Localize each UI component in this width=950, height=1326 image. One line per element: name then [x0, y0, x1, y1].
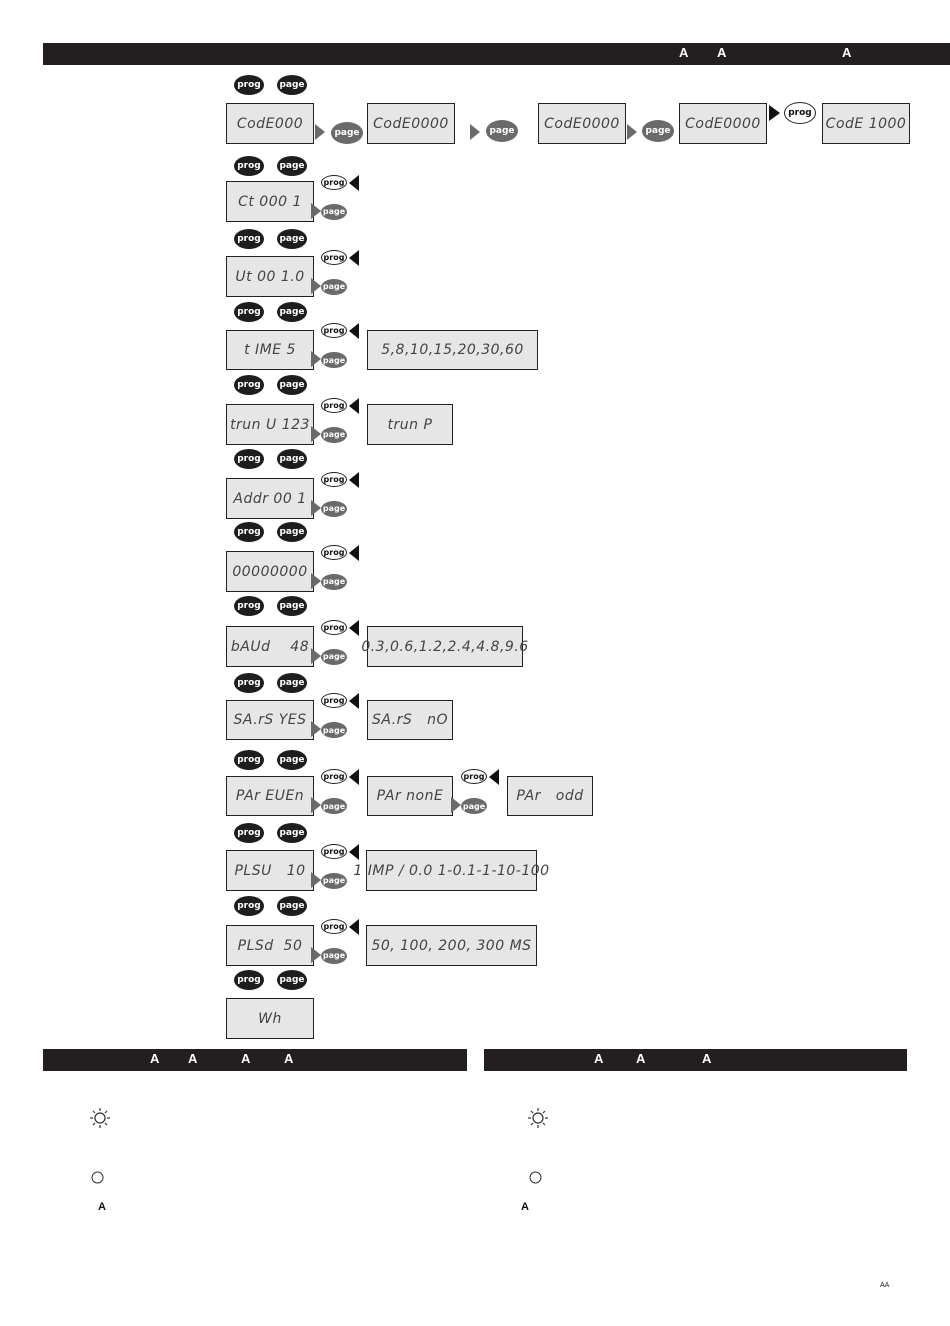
- page-button[interactable]: page: [277, 522, 307, 542]
- header-letter: A: [188, 1051, 198, 1066]
- lcd-display: PLSd 50: [226, 925, 314, 966]
- prog-button[interactable]: prog: [234, 596, 264, 616]
- lcd-display: PAr EUEn: [226, 776, 314, 816]
- page-button[interactable]: page: [277, 896, 307, 916]
- options-display: trun P: [367, 404, 453, 445]
- page-button[interactable]: page: [461, 798, 487, 814]
- arrow-left-icon: [489, 769, 499, 785]
- arrow-left-icon: [349, 769, 359, 785]
- page-button[interactable]: page: [321, 722, 347, 738]
- lcd-display: bAUd 48: [226, 626, 314, 667]
- arrow-right-icon: [470, 124, 480, 140]
- arrow-right-icon: [769, 105, 780, 121]
- header-letter: A: [842, 45, 852, 60]
- prog-button[interactable]: prog: [784, 102, 816, 124]
- options-display: 5,8,10,15,20,30,60: [367, 330, 538, 370]
- page-button[interactable]: page: [321, 948, 347, 964]
- options-display: SA.rS nO: [367, 700, 453, 740]
- arrow-right-icon: [311, 721, 321, 737]
- prog-button[interactable]: prog: [321, 175, 347, 190]
- page-button[interactable]: page: [277, 823, 307, 843]
- prog-button[interactable]: prog: [321, 323, 347, 338]
- options-display: 0.3,0.6,1.2,2.4,4.8,9.6: [367, 626, 523, 667]
- lcd-display: trun U 123: [226, 404, 314, 445]
- prog-button[interactable]: prog: [321, 919, 347, 934]
- prog-button[interactable]: prog: [321, 693, 347, 708]
- page-button[interactable]: page: [277, 596, 307, 616]
- prog-button[interactable]: prog: [234, 823, 264, 843]
- prog-button[interactable]: prog: [234, 229, 264, 249]
- prog-button[interactable]: prog: [234, 970, 264, 990]
- prog-button[interactable]: prog: [234, 673, 264, 693]
- prog-button[interactable]: prog: [461, 769, 487, 784]
- page-button[interactable]: page: [277, 449, 307, 469]
- page-button[interactable]: page: [321, 427, 347, 443]
- sun-icon: [527, 1107, 549, 1129]
- lcd-display: Ct 000 1: [226, 181, 314, 222]
- prog-button[interactable]: prog: [234, 896, 264, 916]
- arrow-left-icon: [349, 620, 359, 636]
- page-button[interactable]: page: [321, 279, 347, 295]
- options-display: PAr odd: [507, 776, 593, 816]
- page-button[interactable]: page: [321, 204, 347, 220]
- circle-icon: [91, 1171, 104, 1184]
- code-display: CodE000: [226, 103, 314, 144]
- prog-button[interactable]: prog: [234, 302, 264, 322]
- header-letter: A: [702, 1051, 712, 1066]
- arrow-right-icon: [311, 648, 321, 664]
- arrow-right-icon: [311, 351, 321, 367]
- arrow-left-icon: [349, 919, 359, 935]
- arrow-left-icon: [349, 472, 359, 488]
- page-button[interactable]: page: [321, 574, 347, 590]
- prog-button[interactable]: prog: [234, 375, 264, 395]
- arrow-right-icon: [311, 872, 321, 888]
- left-section-label: A: [98, 1201, 106, 1213]
- page-button[interactable]: page: [321, 798, 347, 814]
- page-button[interactable]: page: [277, 302, 307, 322]
- prog-button[interactable]: prog: [234, 522, 264, 542]
- page-button[interactable]: page: [277, 229, 307, 249]
- prog-button[interactable]: prog: [321, 620, 347, 635]
- arrow-right-icon: [311, 203, 321, 219]
- arrow-right-icon: [451, 797, 461, 813]
- header-letter: A: [284, 1051, 294, 1066]
- page-button[interactable]: page: [277, 750, 307, 770]
- options-display: PAr nonE: [367, 776, 453, 816]
- page-button[interactable]: page: [277, 156, 307, 176]
- arrow-left-icon: [349, 250, 359, 266]
- header-letter: A: [636, 1051, 646, 1066]
- page-button[interactable]: page: [321, 649, 347, 665]
- code-display: CodE0000: [538, 103, 626, 144]
- arrow-right-icon: [627, 124, 637, 140]
- page-button[interactable]: page: [277, 970, 307, 990]
- top-header-bar: [43, 43, 950, 65]
- prog-button[interactable]: prog: [321, 844, 347, 859]
- arrow-right-icon: [311, 500, 321, 516]
- page-button[interactable]: page: [277, 673, 307, 693]
- lcd-display: Addr 00 1: [226, 478, 314, 519]
- header-letter: A: [594, 1051, 604, 1066]
- lcd-display: Wh: [226, 998, 314, 1039]
- arrow-left-icon: [349, 844, 359, 860]
- page-number: AA: [880, 1282, 890, 1289]
- page-button[interactable]: page: [642, 120, 674, 142]
- arrow-left-icon: [349, 323, 359, 339]
- options-display: 1 IMP / 0.0 1-0.1-1-10-100: [366, 850, 537, 891]
- page-button[interactable]: page: [277, 375, 307, 395]
- page-button[interactable]: page: [277, 75, 307, 95]
- right-section-label: A: [521, 1201, 529, 1213]
- prog-button[interactable]: prog: [321, 769, 347, 784]
- page-button[interactable]: page: [321, 873, 347, 889]
- code-display: CodE0000: [679, 103, 767, 144]
- prog-button[interactable]: prog: [234, 75, 264, 95]
- arrow-right-icon: [311, 573, 321, 589]
- arrow-left-icon: [349, 175, 359, 191]
- prog-button[interactable]: prog: [321, 545, 347, 560]
- prog-button[interactable]: prog: [321, 398, 347, 413]
- lcd-display: 00000000: [226, 551, 314, 592]
- right-section-header: [484, 1049, 907, 1071]
- prog-button[interactable]: prog: [234, 156, 264, 176]
- arrow-left-icon: [349, 693, 359, 709]
- lcd-display: Ut 00 1.0: [226, 256, 314, 297]
- header-letter: A: [679, 45, 689, 60]
- header-letter: A: [150, 1051, 160, 1066]
- arrow-right-icon: [311, 947, 321, 963]
- prog-button[interactable]: prog: [234, 449, 264, 469]
- header-letter: A: [717, 45, 727, 60]
- arrow-right-icon: [311, 426, 321, 442]
- arrow-right-icon: [315, 124, 325, 140]
- options-display: 50, 100, 200, 300 MS: [366, 925, 537, 966]
- arrow-left-icon: [349, 398, 359, 414]
- arrow-left-icon: [349, 545, 359, 561]
- sun-icon: [89, 1107, 111, 1129]
- code-display: CodE 1000: [822, 103, 910, 144]
- page-button[interactable]: page: [486, 120, 518, 142]
- page-button[interactable]: page: [331, 122, 363, 144]
- lcd-display: PLSU 10: [226, 850, 314, 891]
- circle-icon: [529, 1171, 542, 1184]
- arrow-right-icon: [311, 797, 321, 813]
- code-display: CodE0000: [367, 103, 455, 144]
- page-button[interactable]: page: [321, 501, 347, 517]
- lcd-display: SA.rS YES: [226, 700, 314, 740]
- arrow-right-icon: [311, 278, 321, 294]
- prog-button[interactable]: prog: [234, 750, 264, 770]
- left-section-header: [43, 1049, 467, 1071]
- prog-button[interactable]: prog: [321, 472, 347, 487]
- header-letter: A: [241, 1051, 251, 1066]
- lcd-display: t IME 5: [226, 330, 314, 370]
- page-button[interactable]: page: [321, 352, 347, 368]
- prog-button[interactable]: prog: [321, 250, 347, 265]
